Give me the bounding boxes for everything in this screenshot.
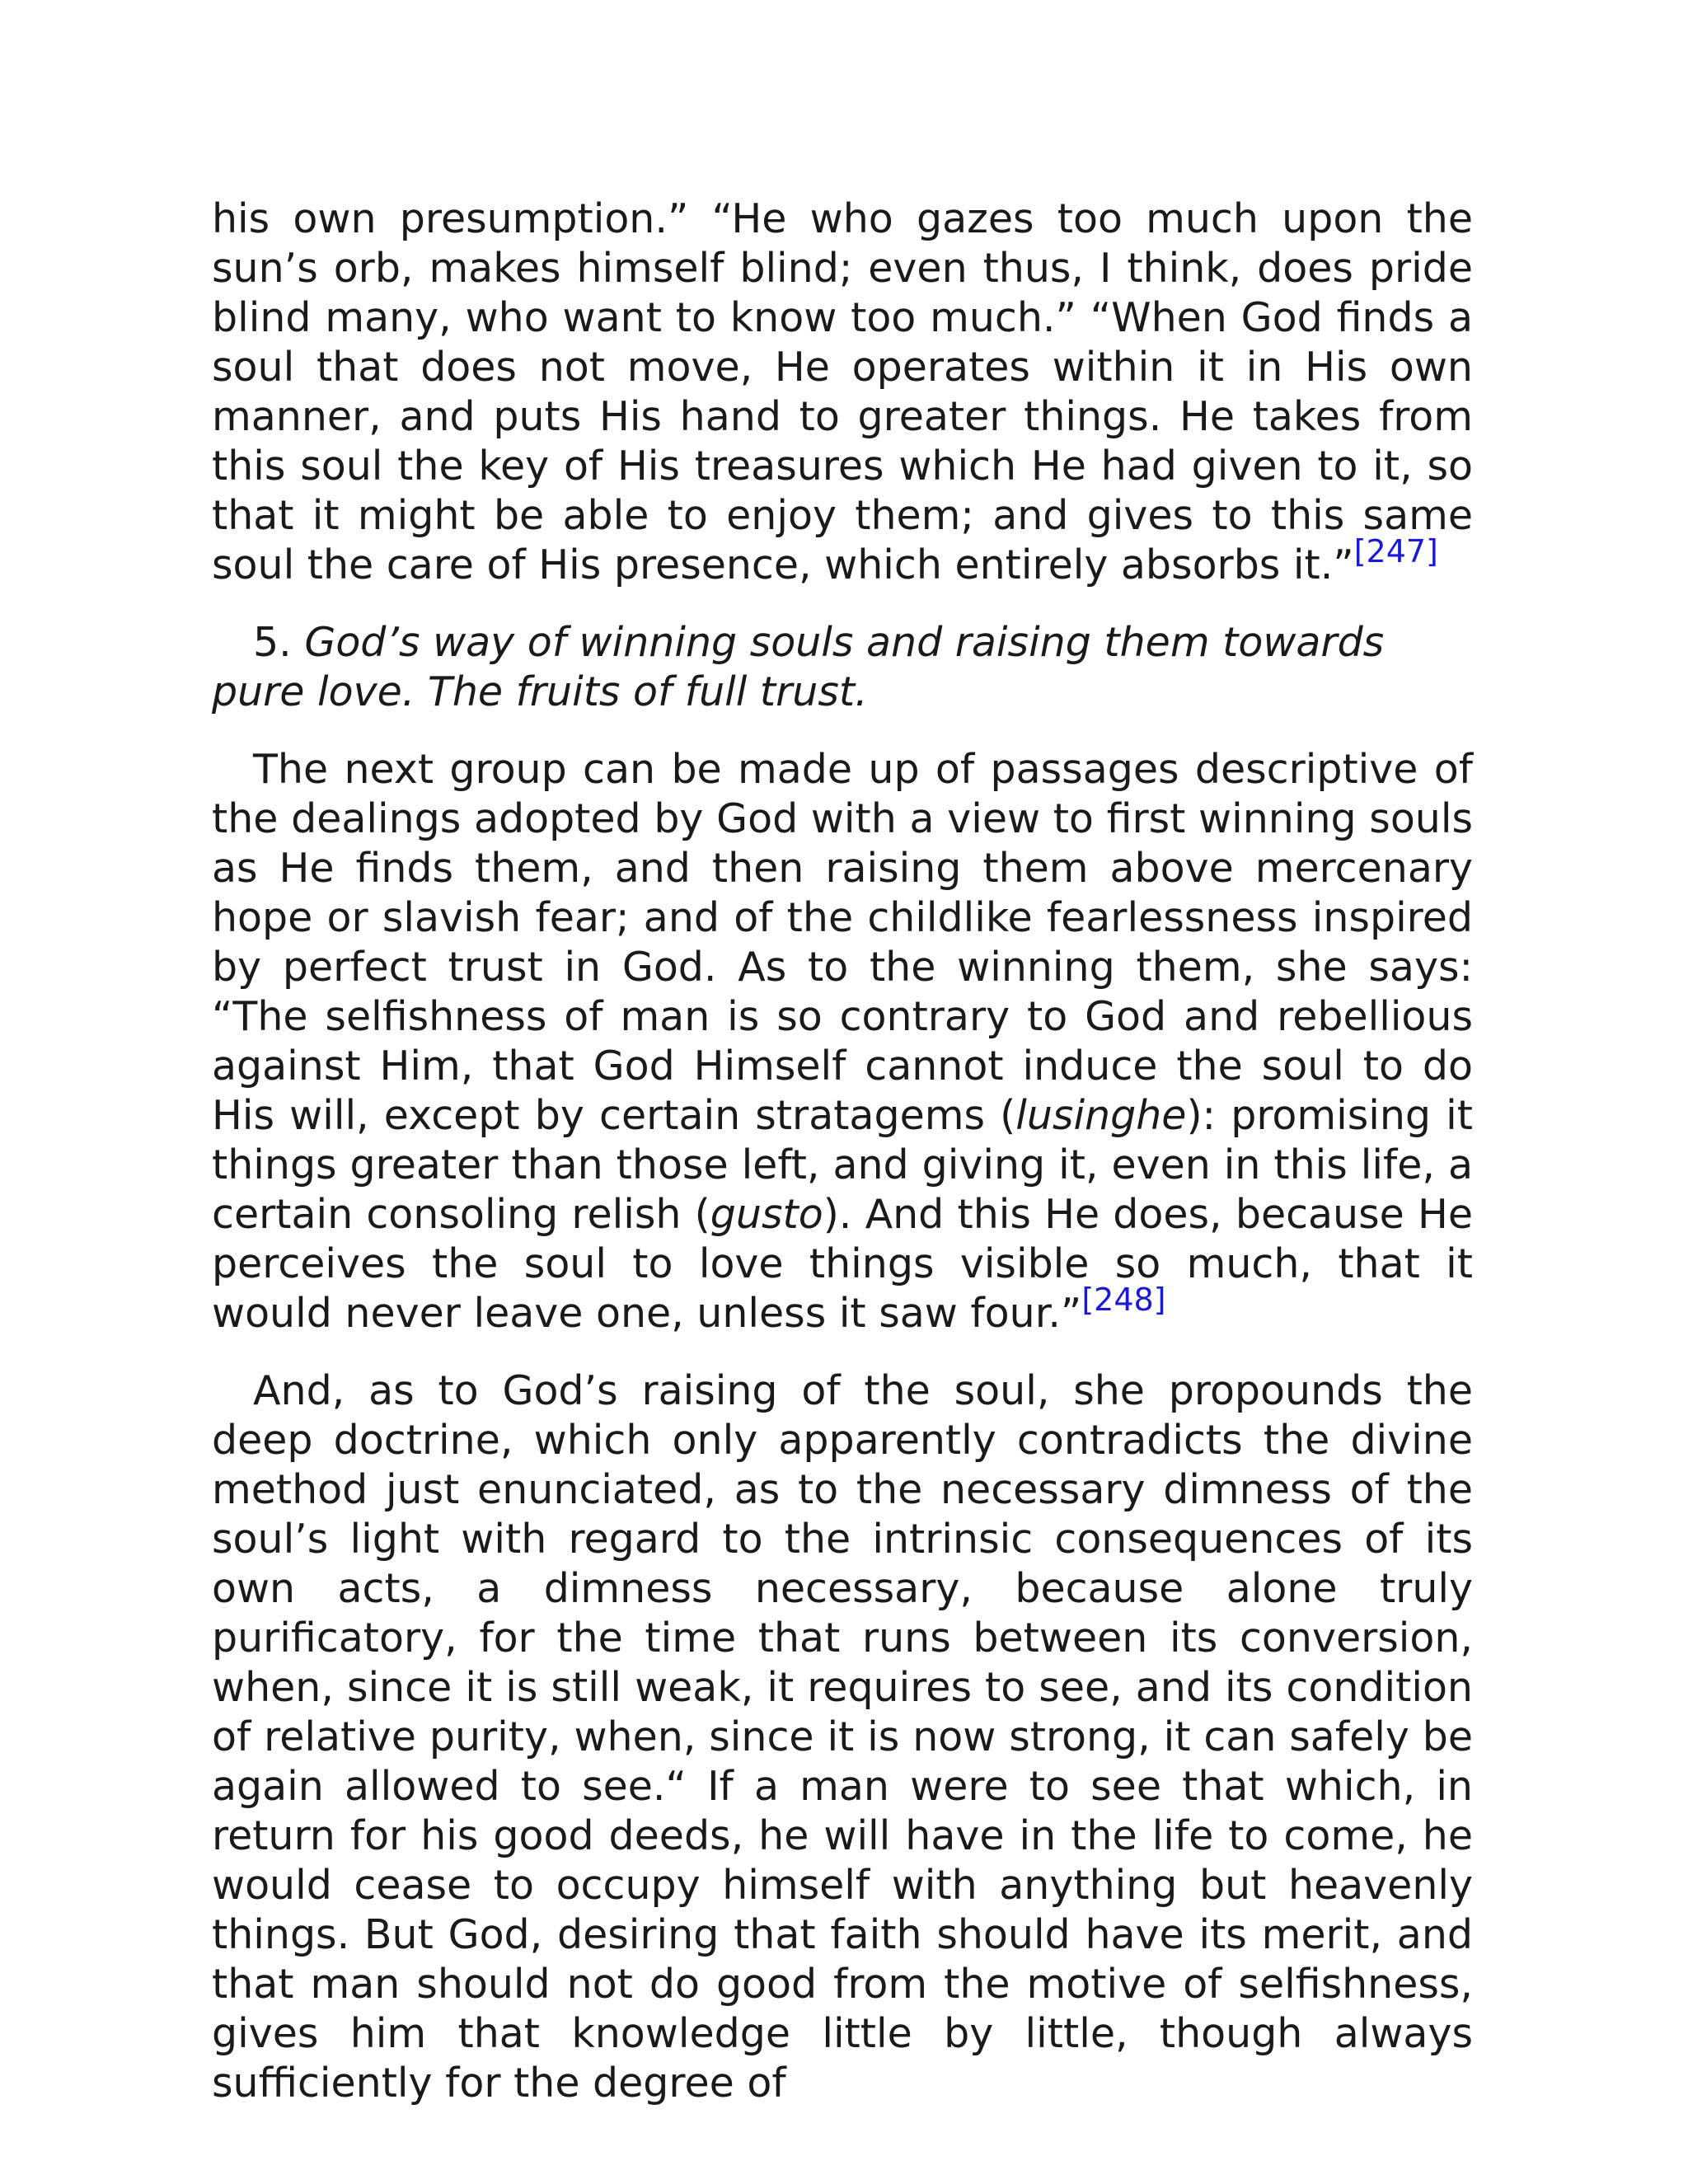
paragraph-text: his own presumption.” “He who gazes too much upon the sun’s orb, makes himself blind; even thus, I think, does pride blind many, who want to know too much.” “When God finds a soul that does not move, He operates within it in His own manner, and puts His hand to greater things. He takes from this soul the key of His treasures which He had given to it, so that it might be able to enjoy them; and gives to this same soul the care of His presence, which entirely absorbs it.” <box>212 195 1473 588</box>
footnote-ref <box>1354 533 1438 569</box>
italic-term: gusto <box>710 1191 823 1238</box>
footnote-ref <box>1081 1282 1165 1318</box>
paragraph-text: ). And this He does, because He perceives the soul to love things visible so much, that it would never leave one, unless it saw four.” <box>212 1191 1473 1337</box>
paragraph-text: ): promising it things greater than those left, and giving it, even in this life, a certain consoling relish ( <box>212 1092 1473 1238</box>
paragraph-text: The next group can be made up of passages descriptive of the dealings adopted by God with a view to first winning souls as He finds them, and then raising them above mercenary hope or slavish fear; and of the childlike fearlessness inspired by perfect trust in God. As to the winning them, she says: “The selfishness of man is so contrary to God and rebellious against Him, that God Himself cannot induce the soul to do His will, except by certain stratagems ( <box>212 746 1473 1139</box>
footnote-link-248[interactable]: [248] <box>1081 1282 1166 1318</box>
paragraph-text: And, as to God’s raising of the soul, she propounds the deep doctrine, which only apparently contradicts the divine method just enunciated, as to the necessary dimness of the soul’s light with regard to the intrinsic consequences of its own acts, a dimness necessary, because alone truly purificatory, for the time that runs between its conversion, when, since it is still weak, it requires to see, and its condition of relative purity, when, since it is now strong, it can safely be again allowed to see.“ If a man were to see that which, in return for his good deeds, he will have in the life to come, he would cease to occupy himself with anything but heavenly things. But God, desiring that faith should have its merit, and that man should not do good from the motive of selfishness, gives him that knowledge little by little, though always sufficiently for the degree of <box>212 1367 1473 2107</box>
page-body <box>212 194 1473 2108</box>
paragraph <box>212 1366 1473 2108</box>
paragraph <box>212 194 1473 590</box>
section-heading <box>212 618 1473 717</box>
paragraph <box>212 745 1473 1338</box>
section-number: 5. <box>253 619 292 666</box>
section-title: God’s way of winning souls and raising them towards pure love. The fruits of full trust. <box>212 619 1385 715</box>
italic-term: lusinghe <box>1015 1092 1187 1139</box>
footnote-link-247[interactable]: [247] <box>1353 533 1438 569</box>
